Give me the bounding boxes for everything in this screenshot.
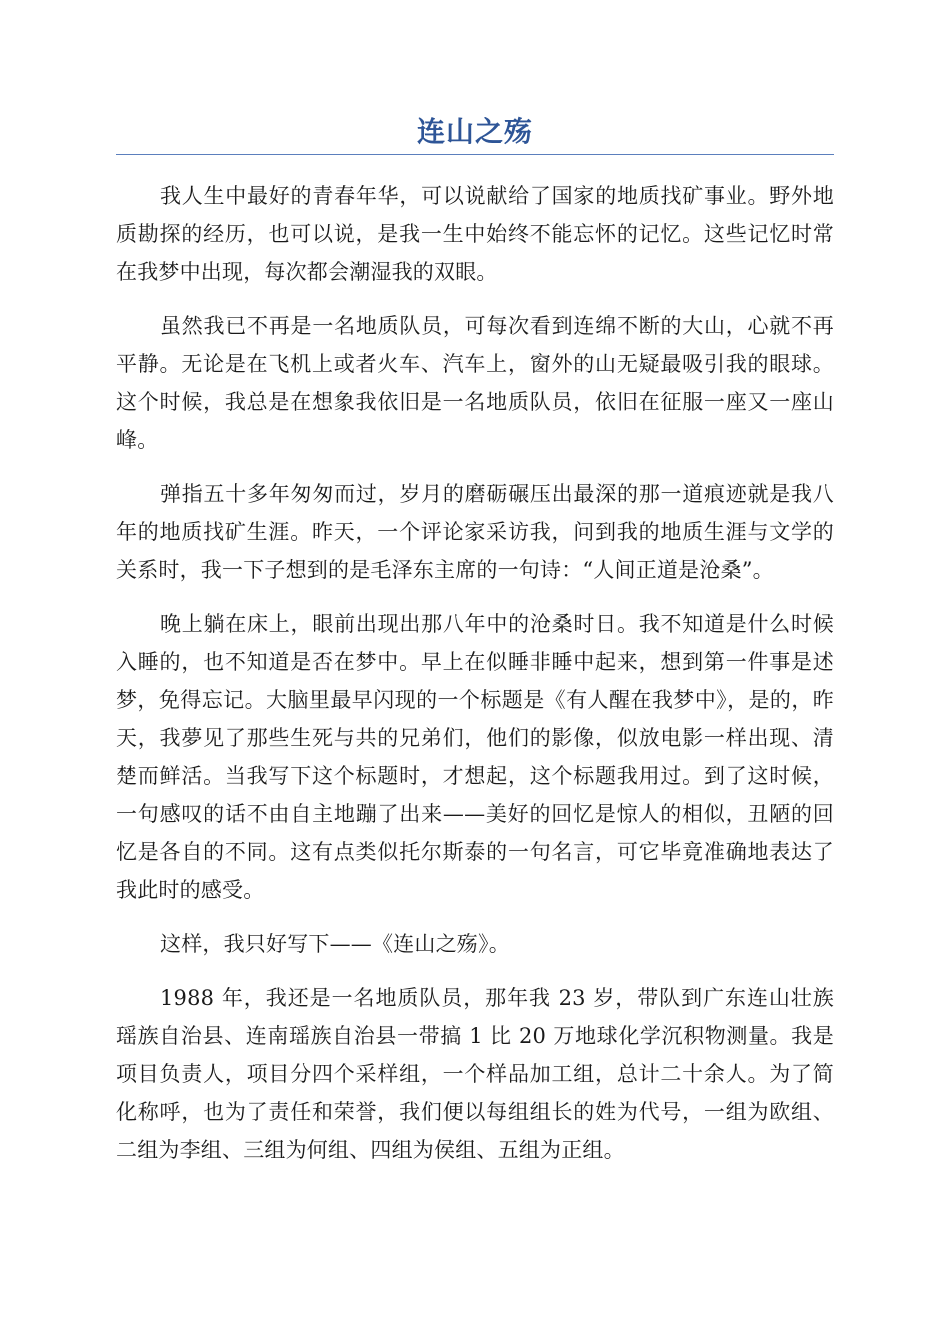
paragraph-4: 晚上躺在床上，眼前出现出那八年中的沧桑时日。我不知道是什么时候入睡的，也不知道是否在梦中。早上在似睡非睡中起来，想到第一件事是述梦，免得忘记。大脑里最早闪现的一个标题是《有人醒在我梦中》，是的，昨天，我夢见了那些生死与共的兄弟们，他们的影像，似放电影一样出现、清楚而鲜活。当我写下这个标题时，才想起，这个标题我用过。到了这时候，一句感叹的话不由自主地蹦了出来——美好的回忆是惊人的相似，丑陋的回忆是各自的不同。这有点类似托尔斯泰的一句名言，可它毕竟准确地表达了我此时的感受。 <box>116 612 834 902</box>
document-page <box>116 112 834 1185</box>
paragraph-2: 虽然我已不再是一名地质队员，可每次看到连绵不断的大山，心就不再平静。无论是在飞机上或者火车、汽车上，窗外的山无疑最吸引我的眼球。这个时候，我总是在想象我依旧是一名地质队员，依旧在征服一座又一座山峰。 <box>116 314 834 452</box>
document-title: 连山之殇 <box>416 115 533 148</box>
title-underline <box>116 154 834 155</box>
paragraph-3: 弹指五十多年匆匆而过，岁月的磨砺碾压出最深的那一道痕迹就是我八年的地质找矿生涯。昨天，一个评论家采访我，问到我的地质生涯与文学的关系时，我一下子想到的是毛泽东主席的一句诗：“人间正道是沧桑”。 <box>116 482 834 582</box>
paragraph-6: 1988 年，我还是一名地质队员，那年我 23 岁，带队到广东连山壮族瑶族自治县、连南瑶族自治县一带搞 1 比 20 万地球化学沉积物测量。我是项目负责人，项目分四个采样组，一个样品加工组，总计二十余人。为了简化称呼，也为了责任和荣誉，我们便以每组组长的姓为代号，一组为欧组、二组为李组、三组为何组、四组为侯组、五组为正组。 <box>116 986 834 1162</box>
paragraph-1: 我人生中最好的青春年华，可以说献给了国家的地质找矿事业。野外地质勘探的经历，也可以说，是我一生中始终不能忘怀的记忆。这些记忆时常在我梦中出现，每次都会潮湿我的双眼。 <box>116 184 834 284</box>
document-body <box>116 177 834 1169</box>
paragraph-5: 这样，我只好写下——《连山之殇》。 <box>160 932 510 956</box>
